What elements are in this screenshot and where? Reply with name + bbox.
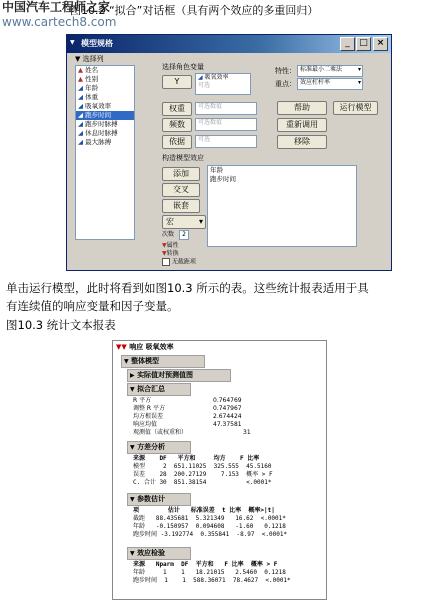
body-paragraph-line1: 单击运行模型，此时将看到如图10.3 所示的表。这些统计报表适用于具 [6,281,369,295]
table-row: 年龄 1 1 18.21015 2.5460 0.1218 [133,569,286,576]
chevron-down-icon: ▾ [198,217,203,226]
list-item[interactable]: ◢ 休息时脉搏 [78,129,118,137]
list-item[interactable]: 跑步时间 [210,175,236,183]
no-intercept-label: 无截距项 [171,258,196,266]
figure-caption-top: 图10.2 “拟合”对话框（具有两个效应的多重回归） [70,4,319,17]
y-value: 吸氧效率 [204,74,229,81]
disclosure-icon[interactable]: ▼ [130,444,135,451]
dialog-title: 模型规格 [81,39,113,48]
whole-model-header[interactable]: ▼ 整体模型 [121,355,205,368]
watermark [2,0,116,30]
emphasis-label: 重点： [275,80,296,88]
minimize-button[interactable]: _ [340,37,355,51]
select-columns-label: ▼ 选择列 [75,55,104,63]
emphasis-select[interactable]: 效应杠杆率 ▾ [297,78,363,90]
list-item[interactable]: ▲ 性别 [78,75,99,83]
disclosure-icon[interactable]: ▼ [130,496,135,503]
param-header-row: 项 估计 标准误差 t 比率 概率>|t| [133,507,275,514]
effects-listbox[interactable] [207,165,357,247]
response-header[interactable]: ▼▼ 响应 吸氧效率 [116,343,174,351]
table-row: 年龄 -0.150957 0.094608 -1.60 0.1218 [133,523,286,530]
list-item[interactable]: ◢ 跑步时脉搏 [78,120,118,128]
remove-button[interactable]: 移除 [277,135,327,149]
freq-field[interactable]: 可选数值 [195,118,257,131]
y-field[interactable]: ◢ 吸氧效率 可选 [195,73,251,95]
fit-row: 观测值（或权重和） 31 [133,429,251,436]
table-row: C. 合计 30 851.38154 <.0001* [133,479,272,486]
table-row: 截距 88.435681 5.321349 16.62 <.0001* [133,515,286,522]
figure-caption-10-3: 图10.3 统计文本报表 [6,318,116,332]
anova-header[interactable]: ▼ 方差分析 [127,441,191,454]
summary-of-fit-table [133,397,253,437]
disclosure-icon[interactable]: ▼ [130,386,135,393]
body-paragraph-line2: 有连续值的响应变量和因子变量。 [6,299,179,313]
y-optional: 可选 [198,82,211,89]
help-button[interactable]: 帮助 [277,101,327,115]
attributes-label[interactable]: ▼属性 [162,242,179,249]
table-row: 跑步时间 1 1 588.36071 78.4627 <.0001* [133,577,291,584]
personality-select[interactable]: 标准最小二乘法 ▾ [297,65,363,77]
cross-button[interactable]: 交叉 [162,183,200,197]
add-button[interactable]: 添加 [162,167,200,181]
personality-label: 特性： [275,67,296,75]
run-model-button[interactable]: 运行模型 [333,101,378,115]
list-item[interactable]: ◢ 吸氧效率 [78,102,112,110]
watermark-line1: 中国汽车工程师之家 [2,0,111,14]
table-row: 跑步时间 -3.192774 0.355841 -8.97 <.0001* [133,531,288,538]
table-row: 误差 28 200.27129 7.153 概率 > F [133,471,273,478]
disclosure-icon[interactable]: ▶ [130,372,135,379]
by-button[interactable]: 依据 [162,135,192,149]
disclosure-icon[interactable]: ▼ [130,550,135,557]
list-item[interactable]: ◢ 年龄 [78,84,99,92]
actual-by-predicted-header[interactable]: ▶ 实际值对预测值图 [127,369,231,382]
macros-button[interactable]: 宏 ▾ [162,215,206,229]
list-item-selected[interactable]: ◢ 跑步时间 [76,111,134,120]
anova-header-row: 来源 DF 平方和 均方 F 比率 [133,455,260,462]
construct-effects-label: 构造模型效应 [162,154,204,162]
red-triangle-icon[interactable]: ▼ [116,343,122,351]
parameter-estimates-header[interactable]: ▼ 参数估计 [127,493,191,506]
fit-row: 调整 R 平方 0.747967 [133,405,242,412]
summary-of-fit-header[interactable]: ▼ 拟合汇总 [127,383,191,396]
columns-listbox[interactable] [75,65,135,240]
recall-button[interactable]: 重新调用 [277,118,327,132]
close-button[interactable]: × [373,37,388,51]
effect-tests-header[interactable]: ▼ 效应检验 [127,547,191,560]
weight-field[interactable]: 可选数值 [195,102,257,115]
disclosure-icon[interactable]: ▼ [124,358,129,365]
fit-row: R 平方 0.764769 [133,397,242,404]
titlebar [67,35,391,53]
statistics-report [112,340,327,600]
parameter-estimates-table [133,507,287,539]
fit-row: 均方根误差 2.674424 [133,413,242,420]
y-button[interactable]: Y [162,75,192,89]
no-intercept-checkbox[interactable] [162,258,196,267]
model-specification-dialog [66,34,392,271]
list-item[interactable]: ◢ 体重 [78,93,99,101]
effect-tests-table [133,561,291,585]
fit-row: 响应均值 47.37581 [133,421,242,428]
effect-header-row: 来源 Nparm DF 平方和 F 比率 概率 > F [133,561,278,568]
watermark-line2: www.cartech8.com [2,15,117,29]
maximize-button[interactable]: □ [356,37,371,51]
degree-label: 次数 [162,231,175,238]
chevron-down-icon: ▾ [357,79,361,86]
degree-field[interactable]: 2 [179,230,189,240]
window-menu-icon[interactable]: ▼ [70,39,75,46]
table-row: 模型 2 651.11025 325.555 45.5160 [133,463,272,470]
role-variables-label: 选择角色变量 [162,63,204,71]
freq-button[interactable]: 频数 [162,118,192,132]
weight-button[interactable]: 权重 [162,102,192,116]
collapse-icon[interactable]: ▼ [75,55,81,63]
by-field[interactable]: 可选 [195,135,257,148]
nest-button[interactable]: 嵌套 [162,199,200,213]
list-item[interactable]: 年龄 [210,166,223,174]
anova-table [133,455,273,487]
chevron-down-icon: ▾ [357,66,361,73]
list-item[interactable]: ▲ 姓名 [78,66,99,74]
transform-label[interactable]: ▼转换 [162,250,179,257]
list-item[interactable]: ◢ 最大脉搏 [78,138,112,146]
